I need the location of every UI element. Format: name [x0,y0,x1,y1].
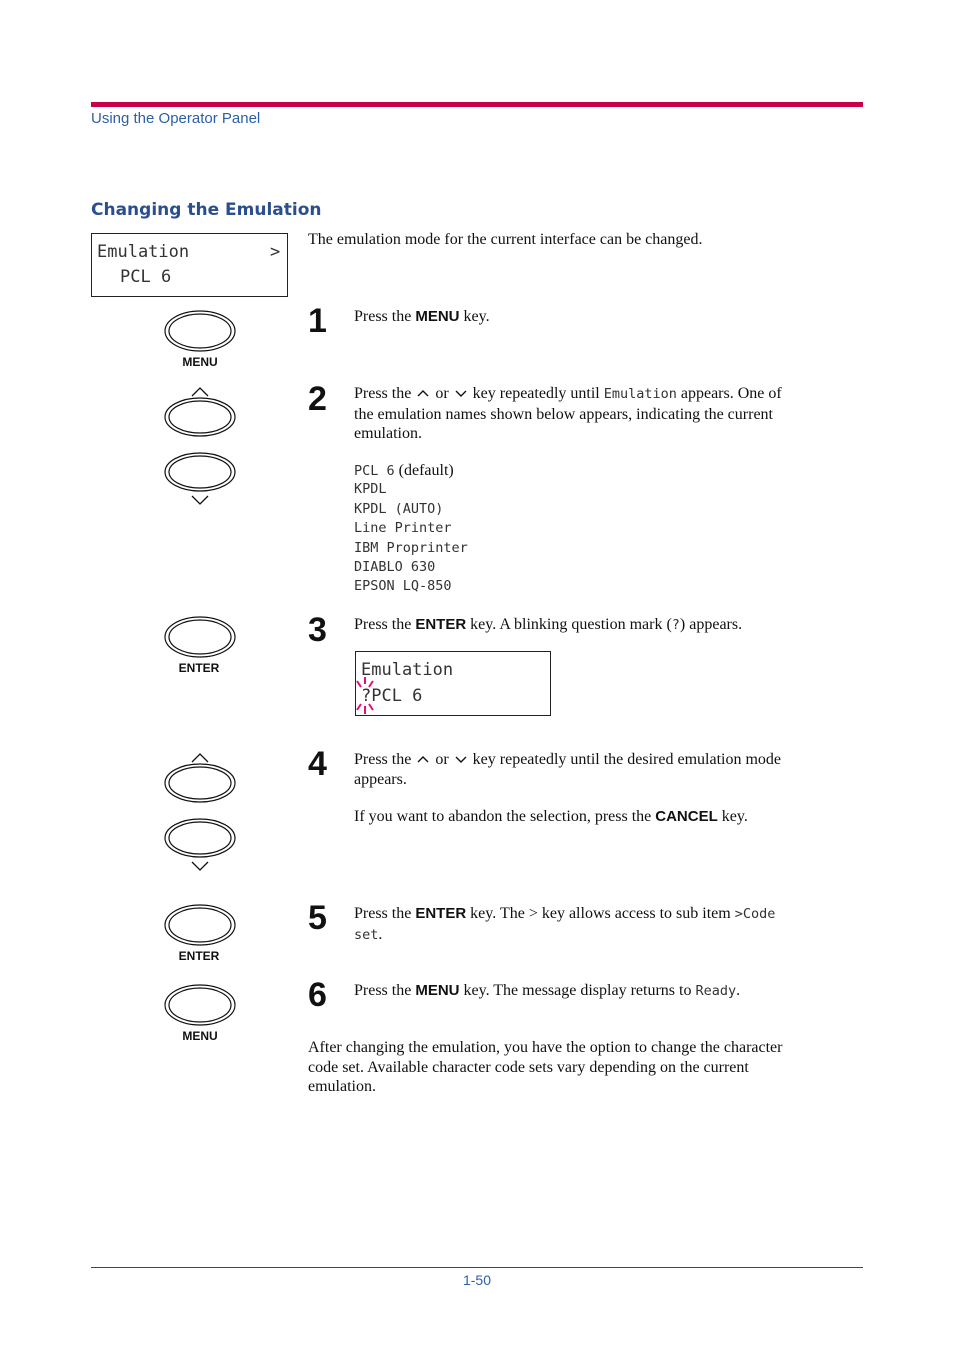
up-down-keys-icon [163,752,237,872]
step-5-text [354,904,864,945]
step-text: Press the [354,616,416,633]
page-number: 1-50 [462,1272,492,1288]
step-text: Press the [354,751,412,768]
display-line-1: Emulation [361,660,454,680]
down-arrow-icon [455,388,467,398]
paragraph-line: After changing the emulation, you have the option to change the character [308,1039,783,1056]
step-text: Press the [354,982,416,999]
enter-key-ref: ENTER [415,616,467,633]
intro-text: The emulation mode for the current interface can be changed. [308,231,703,248]
step-number: 5 [308,899,327,937]
paragraph-line: code set. Available character code sets vary depending on the current [308,1058,749,1076]
step-number: 1 [308,302,327,340]
message-display-emulation [91,233,288,297]
emulation-list [354,461,468,597]
step-text: key. The > key allows access to sub item [466,905,735,922]
step-number: 3 [308,611,327,649]
step-text: key repeatedly until the desired emulation mode [472,751,781,768]
paragraph-line: emulation. [308,1078,376,1095]
code-text: Emulation [603,386,677,402]
step-3-text [354,615,742,636]
step-text: key. [717,808,748,825]
step-text: ) appears. [679,616,743,633]
step-6-text [354,981,740,1002]
step-text: appears. One of [680,385,782,402]
list-item: DIABLO 630 [354,558,436,575]
message-display-question [355,651,551,716]
step-text: key. A blinking question mark ( [466,616,672,633]
menu-key-icon [163,309,237,357]
enter-key-icon [163,615,237,663]
step-number: 2 [308,380,327,418]
enter-key-icon [163,903,237,951]
list-item: Line Printer [354,520,452,537]
step-4-text [354,750,864,827]
cancel-key-ref: CANCEL [655,808,718,825]
enter-key-ref: ENTER [415,905,467,922]
step-number: 6 [308,976,327,1014]
step-number: 4 [308,745,327,783]
enter-key-label: ENTER [178,949,220,963]
list-item: KPDL [354,481,387,498]
display-line-2: ?PCL 6 [361,686,423,706]
code-text: >Code [734,906,776,922]
section-title: Changing the Emulation [91,200,322,220]
step-text: or [435,751,449,768]
enter-key-label: ENTER [178,661,220,675]
footer-rule [91,1267,863,1268]
display-line-2: PCL 6 [120,267,172,287]
step-text: key repeatedly until [472,385,600,402]
step-text: the emulation names shown below appears, indicating the current [354,405,773,423]
step-1-text [354,307,490,327]
step-text: . [378,925,383,943]
step-text: . [736,982,741,999]
menu-key-ref: MENU [415,982,460,999]
step-2-text [354,384,864,444]
closing-paragraph [308,1038,868,1097]
list-item: EPSON LQ-850 [354,578,452,595]
display-line-1: Emulation [97,242,190,262]
step-text: emulation. [354,425,422,442]
step-text: Press the [354,905,416,922]
step-text: or [435,385,449,402]
down-arrow-icon [455,754,467,764]
cancel-note [354,807,864,827]
menu-key-label: MENU [182,1029,218,1043]
step-text: key. [459,308,490,325]
up-arrow-icon [417,754,429,764]
running-title: Using the Operator Panel [91,110,261,127]
up-down-keys-icon [163,386,237,506]
code-text: set [354,926,379,943]
display-arrow: > [270,242,281,262]
menu-key-label: MENU [182,355,218,369]
menu-key-icon [163,983,237,1031]
step-text: appears. [354,770,407,788]
list-item: PCL 6 (default) [354,462,454,479]
menu-key-ref: MENU [415,308,460,325]
list-item: IBM Proprinter [354,539,468,556]
list-item: KPDL (AUTO) [354,500,444,517]
code-text: Ready [695,983,737,999]
code-text: ? [671,617,680,633]
step-text: key. The message display returns to [459,982,696,999]
step-text: Press the [354,385,412,402]
blink-marks-icon [354,676,380,716]
up-arrow-icon [417,388,429,398]
header-rule [91,102,863,107]
step-text: Press the [354,308,416,325]
step-text: If you want to abandon the selection, press the [354,808,656,825]
